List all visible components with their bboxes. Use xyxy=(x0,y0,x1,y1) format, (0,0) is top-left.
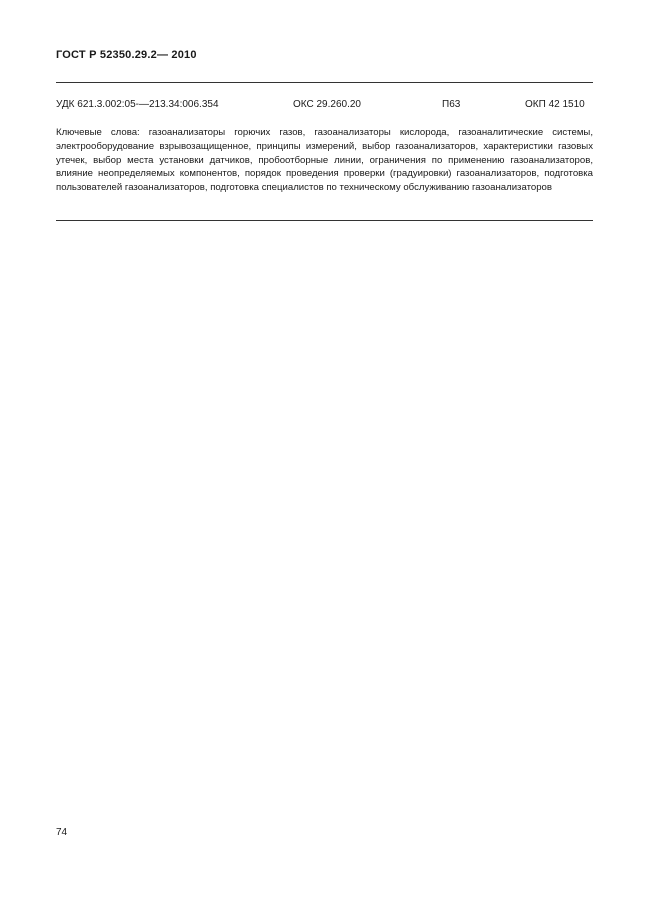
keywords-divider xyxy=(56,220,593,221)
udk-code: УДК 621.3.002:05-—213.34:006.354 xyxy=(56,99,219,110)
page-number: 74 xyxy=(56,827,68,838)
okp-code: ОКП 42 1510 xyxy=(525,99,585,110)
keywords-paragraph: Ключевые слова: газоанализаторы горючих газов, газоанализаторы кислорода, газоаналитические системы, электрооборудование взрывозащищенное, принципы измерений, выбор газоанализаторов, характеристики газовых утечек, выбор места установки датчиков, пробоотборные линии, ограничения по применению газоанализаторов, влияние неопределяемых компонентов, порядок проведения проверки (градуировки) газоанализаторов, подготовка пользователей газоанализаторов, подготовка специалистов по техническому обслуживанию газоанализаторов xyxy=(56,127,593,194)
header-divider xyxy=(56,82,593,83)
document-header-title: ГОСТ Р 52350.29.2— 2010 xyxy=(56,49,197,61)
group-code: П63 xyxy=(442,99,461,110)
oks-code: ОКС 29.260.20 xyxy=(293,99,361,110)
